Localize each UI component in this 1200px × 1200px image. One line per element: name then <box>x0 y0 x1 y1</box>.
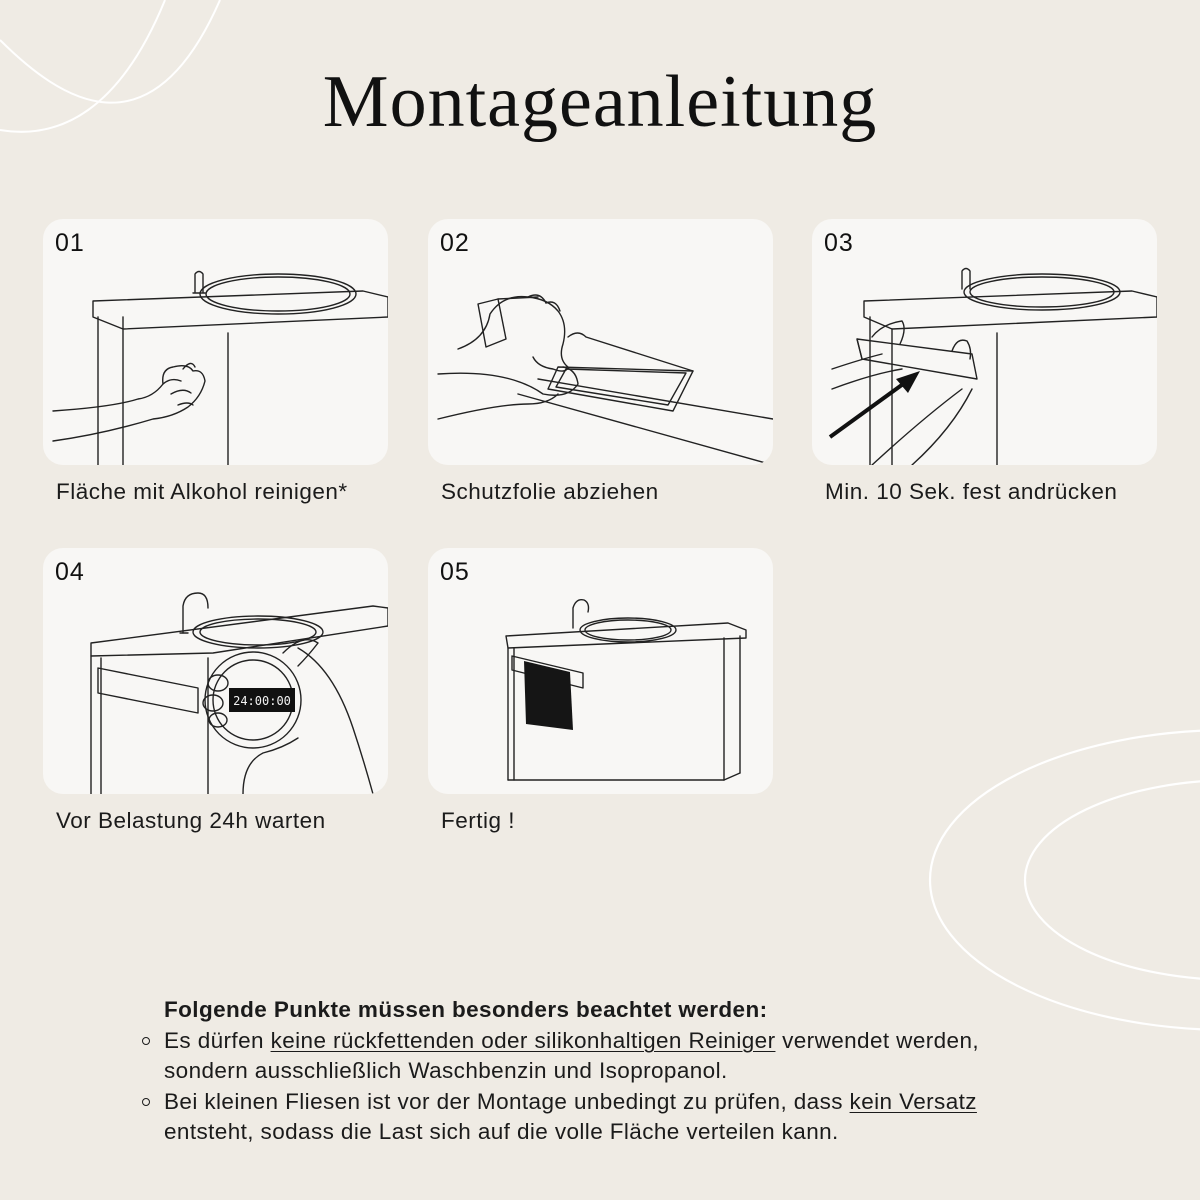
step-number: 03 <box>824 229 854 257</box>
step-caption: Min. 10 Sek. fest andrücken <box>825 479 1118 504</box>
note-underlined: kein Versatz <box>849 1088 977 1114</box>
note-underlined: keine rückfettenden oder silikonhaltigen Reiniger <box>270 1027 776 1053</box>
step-card <box>43 219 388 465</box>
step-number: 05 <box>440 558 470 586</box>
finished-cabinet-illustration <box>428 548 773 794</box>
note-text: Bei kleinen Fliesen ist vor der Montage unbedingt zu prüfen, dass <box>164 1088 850 1114</box>
notes-section <box>140 995 1040 1148</box>
notes-list <box>140 1026 1040 1148</box>
timer-display: 24:00:00 <box>233 694 291 708</box>
step-03 <box>812 219 1157 505</box>
list-item <box>140 1087 1040 1148</box>
list-item <box>140 1026 1040 1087</box>
circle-bullet-icon <box>142 1098 150 1106</box>
page-title: Montageanleitung <box>322 61 878 143</box>
step-card <box>43 548 388 794</box>
wait-timer-illustration <box>43 548 388 794</box>
step-number: 02 <box>440 229 470 257</box>
step-02 <box>428 219 773 505</box>
press-firmly-illustration <box>812 219 1157 465</box>
step-card <box>428 548 773 794</box>
step-caption: Schutzfolie abziehen <box>441 479 659 504</box>
step-04 <box>43 548 388 834</box>
note-text: verwendet werden, sondern ausschließlich Waschbenzin und Isopropanol. <box>164 1027 980 1083</box>
step-caption: Fertig ! <box>441 808 516 833</box>
wipe-cleaning-illustration <box>43 219 388 465</box>
note-text: Es dürfen <box>164 1027 271 1053</box>
step-card <box>812 219 1157 465</box>
step-caption: Vor Belastung 24h warten <box>56 808 326 833</box>
step-05 <box>428 548 773 834</box>
step-number: 01 <box>55 229 85 257</box>
step-01 <box>43 219 388 505</box>
step-number: 04 <box>55 558 85 586</box>
circle-bullet-icon <box>142 1037 150 1045</box>
step-card <box>428 219 773 465</box>
step-caption: Fläche mit Alkohol reinigen* <box>56 479 348 504</box>
peel-film-illustration <box>428 219 773 465</box>
note-text: entsteht, sodass die Last sich auf die volle Fläche verteilen kann. <box>164 1119 839 1144</box>
notes-heading: Folgende Punkte müssen besonders beachtet werden: <box>164 997 768 1022</box>
